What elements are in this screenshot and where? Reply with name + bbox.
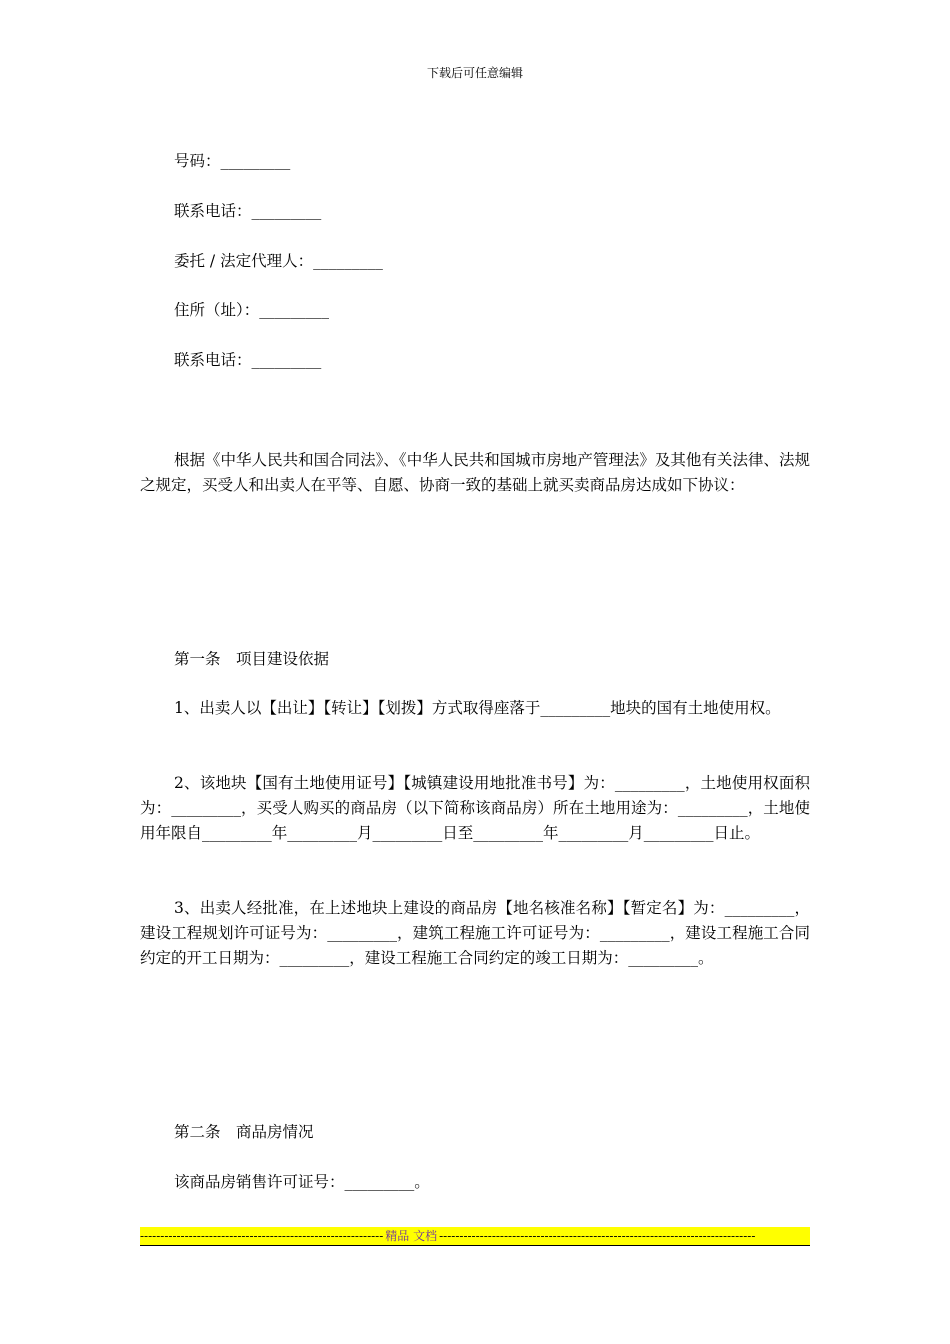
field-number: 号码：_________ bbox=[174, 152, 291, 170]
footer-dashes-right: ------------------------------------------------------------------------------ bbox=[439, 1229, 756, 1243]
intro-paragraph: 根据《中华人民共和国合同法》、《中华人民共和国城市房地产管理法》及其他有关法律、法规之规定，买受人和出卖人在平等、自愿、协商一致的基础上就买卖商品房达成如下协议： bbox=[140, 451, 810, 494]
footer-label: 精品 文档 bbox=[385, 1229, 438, 1243]
footer-banner bbox=[140, 1227, 810, 1245]
article-2-clause-1: 该商品房销售许可证号：_________。 bbox=[174, 1173, 430, 1191]
field-address: 住所（址）：_________ bbox=[174, 301, 330, 319]
article-2-title: 第二条 商品房情况 bbox=[174, 1123, 314, 1141]
field-phone-1: 联系电话：_________ bbox=[174, 202, 322, 220]
article-1-clause-3: 3、出卖人经批准，在上述地块上建设的商品房【地名核准名称】【暂定名】为：_________，建设工程规划许可证号为：_________，建筑工程施工许可证号为：_________，建设工程施工合同约定的开工日期为：_________，建设工程施工合同约定的竣工日期为：_________。 bbox=[140, 899, 810, 967]
page-header: 下载后可任意编辑 bbox=[426, 66, 523, 80]
field-agent: 委托 / 法定代理人：_________ bbox=[174, 252, 383, 270]
field-phone-2: 联系电话：_________ bbox=[174, 351, 322, 369]
article-1-title: 第一条 项目建设依据 bbox=[174, 650, 330, 668]
article-1-clause-1: 1、出卖人以【出让】【转让】【划拨】方式取得座落于_________地块的国有土地使用权。 bbox=[174, 699, 781, 717]
footer-dashes-left: ------------------------------------------------------------ bbox=[140, 1229, 384, 1243]
article-1-clause-2: 2、该地块【国有土地使用证号】【城镇建设用地批准书号】为：_________，土地使用权面积为：_________，买受人购买的商品房（以下简称该商品房）所在土地用途为：_________，土地使用年限自_________年_________月_________日至_________年_________月_________日止。 bbox=[140, 774, 810, 842]
footer-rule bbox=[140, 1245, 810, 1246]
